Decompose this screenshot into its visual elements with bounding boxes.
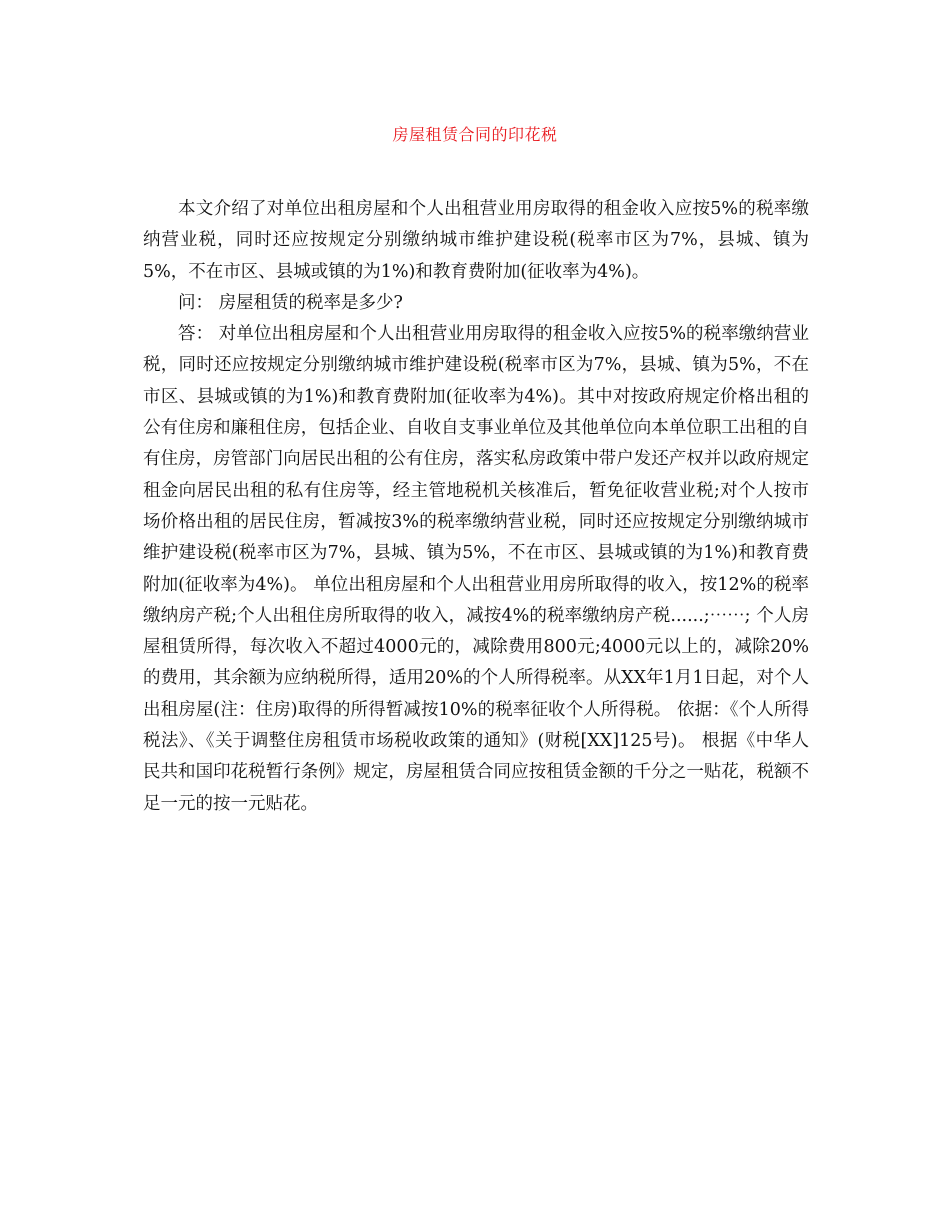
document-body <box>143 194 809 820</box>
intro-paragraph: 本文介绍了对单位出租房屋和个人出租营业用房取得的租金收入应按5%的税率缴纳营业税，同时还应按规定分别缴纳城市维护建设税(税率市区为7%，县城、镇为5%，不在市区、县城或镇的为1%)和教育费附加(征收率为4%)。 <box>143 199 809 282</box>
question-paragraph: 问： 房屋租赁的税率是多少? <box>178 292 403 313</box>
document-title: 房屋租赁合同的印花税 <box>392 125 558 144</box>
answer-paragraph: 答： 对单位出租房屋和个人出租营业用房取得的租金收入应按5%的税率缴纳营业税，同时还应按规定分别缴纳城市维护建设税(税率市区为7%，县城、镇为5%，不在市区、县城或镇的为1%)和教育费附加(征收率为4%)。其中对按政府规定价格出租的公有住房和廉租住房，包括企业、自收自支事业单位及其他单位向本单位职工出租的自有住房，房管部门向居民出租的公有住房，落实私房政策中带户发还产权并以政府规定租金向居民出租的私有住房等，经主管地税机关核准后，暂免征收营业税;对个人按市场价格出租的居民住房，暂减按3%的税率缴纳营业税，同时还应按规定分别缴纳城市维护建设税(税率市区为7%，县城、镇为5%，不在市区、县城或镇的为1%)和教育费附加(征收率为4%)。 单位出租房屋和个人出租营业用房所取得的收入，按12%的税率缴纳房产税;个人出租住房所取得的收入，减按4%的税率缴纳房产税......;⋯⋯; 个人房屋租赁所得，每次收入不超过4000元的，减除费用800元;4000元以上的，减除20%的费用，其余额为应纳税所得，适用20%的个人所得税率。从XX年1月1日起，对个人出租房屋(注：住房)取得的所得暂减按10%的税率征收个人所得税。 依据：《个人所得税法》、《关于调整住房租赁市场税收政策的通知》(财税[XX]125号)。 根据《中华人民共和国印花税暂行条例》规定，房屋租赁合同应按租赁金额的千分之一贴花，税额不足一元的按一元贴花。 <box>143 324 809 814</box>
